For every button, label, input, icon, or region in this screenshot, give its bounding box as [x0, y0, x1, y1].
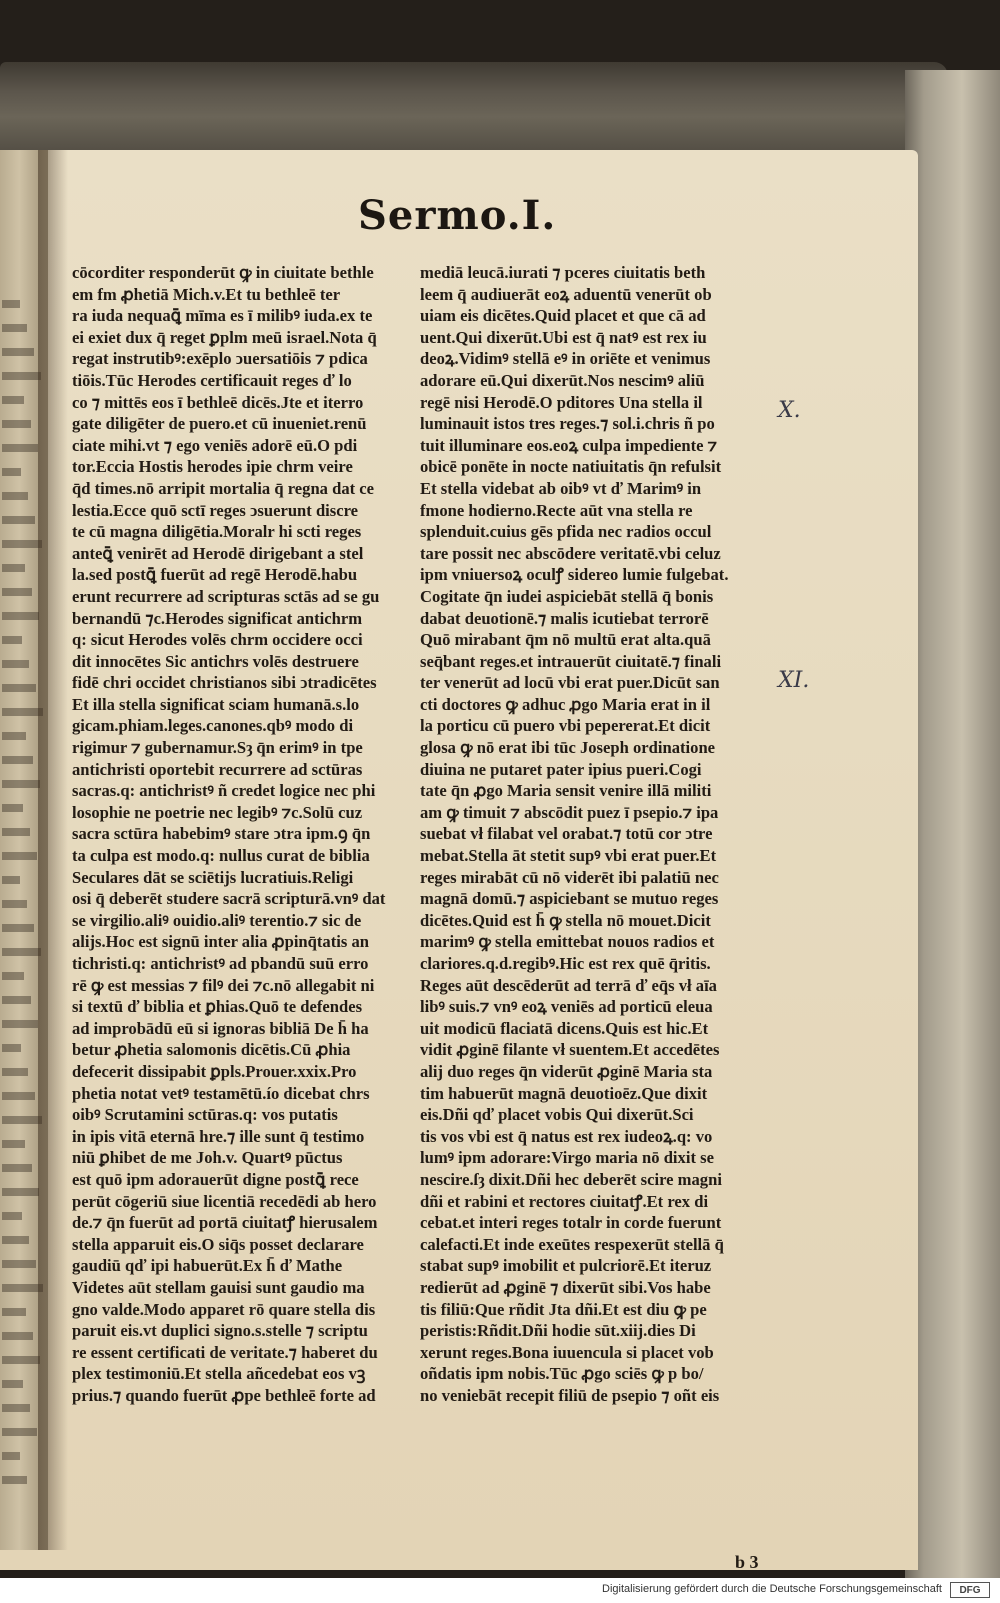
facing-page-text-fragment: [2, 1188, 39, 1196]
facing-page-text-fragment: [2, 1260, 36, 1268]
text-line: obicē ponēte in nocte natiuitatis q̄n refulsit: [420, 457, 722, 477]
text-line: niū ꝑhibet de me Joh.v. Quartꝰ pūctus: [72, 1148, 343, 1168]
text-line: Seculares dāt se sciētijs lucratiuis.Religi: [72, 867, 354, 887]
left-text-column: [72, 262, 412, 1406]
text-line: stabat supꝰ imobilit et pulcriorē.Et iteruz: [420, 1256, 712, 1276]
text-line: vidit ꝓginē filante vł suentem.Et accedētes: [420, 1040, 720, 1060]
facing-page-text-fragment: [2, 1068, 28, 1076]
text-line: oñdatis ipm nobis.Tūc ꝓgo sciēs ꝙ p bo/: [420, 1364, 704, 1384]
footer-bar: [0, 1578, 1000, 1603]
text-line: bernandū ⁊c.Herodes significat antichrm: [72, 608, 363, 628]
text-line: no veniebāt recepit filiū de psepio ⁊ oñt eis: [420, 1385, 720, 1405]
text-line: ad improbādū eū si ignoras bibliā De h̄ ha: [72, 1018, 369, 1038]
text-line: dicētes.Quid est h̄ ꝙ stella nō mouet.Dicit: [420, 910, 711, 930]
text-line: oibꝰ Scrutamini sctūras.q: vos putatis: [72, 1105, 338, 1125]
facing-page-text-fragment: [2, 756, 33, 764]
text-line: tis vos vbi est q̄ natus est rex iudeoꝝ.q: vo: [420, 1126, 713, 1146]
text-line: adorare eū.Qui dixerūt.Nos nescimꝰ aliū: [420, 370, 705, 390]
facing-page-text-fragment: [2, 1332, 33, 1340]
facing-page-text-fragment: [2, 1404, 30, 1412]
facing-page-text-fragment: [2, 684, 36, 692]
facing-page-text-fragment: [2, 1356, 40, 1364]
facing-page-text-fragment: [2, 1380, 23, 1388]
text-line: Et stella videbat ab oibꝰ vt ď Marimꝰ in: [420, 478, 702, 498]
facing-page-text-fragment: [2, 1236, 29, 1244]
text-line: gaudiū qď ipi habuerūt.Ex h̄ ď Mathe: [72, 1256, 343, 1276]
text-line: de.⁊ q̄n fuerūt ad portā ciuitatꝭ hierusalem: [72, 1213, 378, 1233]
text-line: antichristi oportebit recurrere ad sctūras: [72, 759, 363, 779]
facing-page-text-fragment: [2, 300, 20, 308]
text-line: cti doctores ꝙ adhuc ꝓgo Maria erat in il: [420, 694, 711, 714]
text-line: leem q̄ audiuerāt eoꝝ aduentū venerūt ob: [420, 284, 712, 304]
text-line: in ipis vitā eternā hre.⁊ ille sunt q̄ testimo: [72, 1126, 365, 1146]
text-line: lumꝰ ipm adorare:Virgo maria nō dixit se: [420, 1148, 714, 1168]
margin-note: X.: [778, 398, 801, 423]
gutter-shadow: [38, 150, 68, 1550]
text-line: ipm vniuersoꝝ oculꝭ sidereo lumie fulgebat.: [420, 565, 729, 585]
text-line: q̄d times.nō arripit mortalia q̄ regna dat ce: [72, 478, 375, 498]
text-line: gno valde.Modo apparet rō quare stella dis: [72, 1299, 376, 1319]
text-line: cebat.et interi reges totalr in corde fuerunt: [420, 1213, 722, 1233]
text-line: Quō mirabant q̄m nō multū erat alta.quā: [420, 630, 711, 650]
page-block-edge: [0, 62, 948, 162]
text-line: lestia.Ecce quō sctī reges ↄsuerunt discre: [72, 500, 359, 520]
text-line: uiam eis dicētes.Quid placet et que cā ad: [420, 306, 706, 326]
text-line: se virgilio.aliꝰ ouidio.aliꝰ terentio.⁊ sic de: [72, 910, 362, 930]
text-line: alijs.Hoc est signū inter alia ꝓpinq̄tatis an: [72, 932, 369, 952]
facing-page-text-fragment: [2, 468, 21, 476]
facing-page-text-fragment: [2, 1140, 25, 1148]
footer-credit: Digitalisierung gefördert durch die Deutsche Forschungsgemeinschaft: [602, 1583, 942, 1595]
facing-page-text-fragment: [2, 420, 31, 428]
facing-page-text-fragment: [2, 1284, 43, 1292]
facing-page-text-fragment: [2, 372, 41, 380]
text-line: fidē chri occidet christianos sibi ↄtradicētes: [72, 673, 377, 693]
text-line: q: sicut Herodes volēs chrm occidere occi: [72, 630, 363, 650]
text-line: calefacti.Et inde exeūtes respexerūt stellā q̄: [420, 1234, 724, 1254]
text-line: ter venerūt ad locū vbi erat puer.Dicūt san: [420, 673, 720, 693]
text-line: gicam.phiam.leges.canones.qbꝰ modo di: [72, 716, 354, 736]
text-line: phetia notat vetꝰ testamētū.ío dicebat chrs: [72, 1083, 370, 1103]
text-line: Videtes aūt stellam gauisi sunt gaudio ma: [72, 1277, 365, 1297]
signature-mark: b 3: [735, 1552, 759, 1572]
text-line: erunt recurrere ad scripturas sctās ad se gu: [72, 586, 380, 606]
text-line: libꝰ suis.⁊ vnꝰ eoꝝ veniēs ad porticū eleua: [420, 997, 713, 1017]
text-line: diuina ne putaret pater ipius pueri.Cogi: [420, 759, 702, 779]
text-line: suebat vł filabat vel orabat.⁊ totū cor ↄtre: [420, 824, 713, 844]
text-line: uent.Qui dixerūt.Ubi est q̄ natꝰ est rex iu: [420, 327, 707, 347]
text-line: fmone hodierno.Recte aūt vna stella re: [420, 500, 693, 520]
text-line: tichristi.q: antichristꝰ ad pbandū suū erro: [72, 954, 369, 973]
text-line: splenduit.cuius gēs pfida nec radios occul: [420, 522, 712, 542]
facing-page-text-fragment: [2, 780, 40, 788]
text-line: tiōis.Tūc Herodes certificauit reges ď lo: [72, 370, 352, 390]
facing-page-text-fragment: [2, 540, 42, 548]
text-line: sacra sctūra habebimꝰ stare ↄtra ipm.ꝯ q̄n: [72, 824, 371, 844]
text-line: defecerit dissipabit ꝑpls.Prouer.xxix.Pro: [72, 1061, 357, 1081]
facing-page-text-fragment: [2, 1092, 35, 1100]
facing-page-text-fragment: [2, 900, 27, 908]
text-line: Et illa stella significat sciam humanā.s.lo: [72, 694, 360, 714]
facing-page-text-fragment: [2, 492, 28, 500]
text-line: eis.Dñi qď placet vobis Qui dixerūt.Sci: [420, 1105, 694, 1125]
text-line: ciate mihi.vt ⁊ ego veniēs adorē eū.O pdi: [72, 435, 358, 455]
facing-page-text-fragment: [2, 1164, 32, 1172]
facing-page-text-fragment: [2, 636, 22, 644]
text-line: tuit illuminare eos.eoꝝ culpa impediente ⁊: [420, 435, 718, 455]
text-line: am ꝙ timuit ⁊ abscōdit puez ī psepio.⁊ ipa: [420, 802, 719, 822]
text-line: peristis:Rñdit.Dñi hodie sūt.xiij.dies Di: [420, 1321, 696, 1341]
facing-page-text-fragment: [2, 396, 24, 404]
text-line: nescire.ſȝ dixit.Dñi hec deberēt scire magni: [420, 1169, 722, 1189]
text-line: marimꝰ ꝙ stella emittebat nouos radios et: [420, 932, 715, 952]
text-line: Reges aūt descēderūt ad terrā ď eq̄s vł aīa: [420, 975, 717, 995]
text-line: Cogitate q̄n iudei aspiciebāt stellā q̄ bonis: [420, 586, 714, 606]
text-line: tare possit nec abscōdere veritatē.vbi celuz: [420, 543, 721, 563]
facing-page-text-fragment: [2, 924, 34, 932]
text-line: dabat deuotionē.⁊ malis icutiebat terrorē: [420, 608, 709, 628]
facing-page-text-fragment: [2, 828, 30, 836]
text-line: luminauit istos tres reges.⁊ sol.i.chris ñ po: [420, 414, 715, 434]
text-line: betur ꝓhetia salomonis dicētis.Cū ꝓhia: [72, 1040, 351, 1060]
text-line: regat instrutibꝰ:exēplo ↄuersatiōis ⁊ pdica: [72, 349, 368, 369]
facing-page-text-fragment: [2, 972, 24, 980]
text-line: mediā leucā.iurati ⁊ pceres ciuitatis beth: [420, 263, 706, 282]
facing-page-text-fragment: [2, 564, 25, 572]
facing-page-text-fragment: [2, 324, 27, 332]
facing-page-text-fragment: [2, 996, 31, 1004]
text-line: uit modicū flaciatā dicens.Quis est hic.Et: [420, 1018, 709, 1038]
facing-page-text-fragment: [2, 660, 29, 668]
facing-page-text-fragment: [2, 1476, 27, 1484]
text-line: rigimur ⁊ gubernamur.Sȝ q̄n erimꝰ in tpe: [72, 738, 363, 758]
text-line: regē nisi Herodē.O pditores Una stella il: [420, 392, 703, 412]
facing-page-text-fragment: [2, 1020, 38, 1028]
text-line: stella apparuit eis.O siq̄s posset declarare: [72, 1234, 364, 1254]
text-line: xerunt reges.Bona iuuencula si placet vob: [420, 1342, 714, 1362]
text-line: perūt cōgeriū siue licentiā recedēdi ab hero: [72, 1191, 377, 1211]
facing-page-text-fragment: [2, 1116, 42, 1124]
facing-page-text-fragment: [2, 708, 43, 716]
facing-page-text-fragment: [2, 1452, 20, 1460]
text-line: dñi et rabini et rectores ciuitatꝭ.Et rex di: [420, 1191, 709, 1211]
text-line: em fm ꝓhetiā Mich.v.Et tu bethleē ter: [72, 284, 341, 304]
text-line: est quō ipm adorauerūt digne postꝗ̄ rece: [72, 1169, 359, 1189]
text-line: tate q̄n ꝓgo Maria sensit venire illā militi: [420, 781, 712, 801]
right-text-column: [420, 262, 770, 1406]
text-line: osi q̄ deberēt studere sacrā scripturā.vnꝰ dat: [72, 889, 386, 909]
facing-page-text-fragment: [2, 588, 32, 596]
text-line: magnā domū.⁊ aspiciebant se mutuo reges: [420, 889, 719, 909]
facing-page-text-fragment: [2, 612, 39, 620]
facing-page-text-fragment: [2, 1428, 37, 1436]
text-line: te cū magna diligētia.Moralr hi scti reges: [72, 522, 362, 542]
running-head: Sermo.I.: [358, 192, 557, 239]
text-line: losophie ne poetrie nec legibꝰ ⁊c.Solū cuz: [72, 802, 363, 822]
text-line: alij duo reges q̄n viderūt ꝓginē Maria sta: [420, 1061, 713, 1081]
text-line: cōcorditer responderūt ꝙ in ciuitate bethle: [72, 263, 374, 282]
facing-page-text-fragment: [2, 804, 23, 812]
text-line: si textū ď biblia et ꝑhias.Quō te defendes: [72, 997, 363, 1017]
text-line: deoꝝ.Vidimꝰ stellā eꝰ in oriēte et venimus: [420, 349, 711, 369]
facing-page-text-fragment: [2, 444, 38, 452]
text-line: glosa ꝙ nō erat ibi tūc Joseph ordinatione: [420, 738, 716, 758]
text-line: la porticu cū puero vbi pepererat.Et dicit: [420, 716, 711, 736]
text-line: rē ꝙ est messias ⁊ filꝰ dei ⁊c.nō allegabit ni: [72, 975, 375, 995]
facing-page-text-fragment: [2, 732, 26, 740]
text-line: co ⁊ mittēs eos ī bethleē dicēs.Jte et iterro: [72, 392, 364, 412]
text-line: plex testimoniū.Et stella añcedebat eos vꝫ: [72, 1364, 366, 1384]
facing-page-text-fragment: [2, 1212, 22, 1220]
text-line: tis filiū:Que rñdit Jta dñi.Et est diu ꝙ pe: [420, 1299, 707, 1319]
facing-page-text-fragment: [2, 516, 35, 524]
back-cover: [905, 70, 1000, 1578]
text-line: re essent certificati de veritate.⁊ haberet du: [72, 1342, 378, 1362]
text-line: mebat.Stella āt stetit supꝰ vbi erat puer.Et: [420, 846, 717, 866]
text-line: ra iuda nequaꝗ̄ mīma es ī milibꝰ iuda.ex te: [72, 306, 373, 326]
text-line: seq̄bant reges.et intrauerūt ciuitatē.⁊ finali: [420, 651, 722, 671]
facing-page-text-fragment: [2, 876, 20, 884]
text-line: ta culpa est modo.q: nullus curat de biblia: [72, 846, 370, 866]
text-line: la.sed postꝗ̄ fuerūt ad regē Herodē.habu: [72, 565, 358, 585]
facing-page-text-fragment: [2, 348, 34, 356]
margin-note: XI.: [778, 668, 810, 693]
text-line: reges mirabāt cū nō viderēt ibi palatiū nec: [420, 867, 719, 887]
text-line: tor.Eccia Hostis herodes ipie chrm veire: [72, 457, 353, 477]
dfg-logo-icon: DFG: [950, 1582, 990, 1598]
facing-page-text-fragment: [2, 1308, 26, 1316]
facing-page-text-fragment: [2, 852, 37, 860]
text-line: anteꝗ̄ venirēt ad Herodē dirigebant a stel: [72, 543, 364, 563]
text-line: clariores.q.d.regibꝰ.Hic est rex quē q̄ritis.: [420, 954, 711, 973]
text-line: ei exiet dux q̄ reget ꝑplm meū israel.Nota q̄: [72, 327, 377, 347]
text-line: prius.⁊ quando fuerūt ꝓpe bethleē forte ad: [72, 1385, 376, 1405]
text-line: dit innocētes Sic antichrs volēs destruere: [72, 651, 359, 671]
facing-page-text-fragment: [2, 948, 41, 956]
facing-page-text-fragment: [2, 1044, 21, 1052]
text-line: paruit eis.vt duplici signo.s.stelle ⁊ scriptu: [72, 1321, 368, 1341]
text-line: gate diligēter de puero.et cū inueniet.renū: [72, 414, 367, 434]
text-line: tim habuerūt magnā deuotioēz.Que dixit: [420, 1083, 708, 1103]
text-line: redierūt ad ꝓginē ⁊ dixerūt sibi.Vos habe: [420, 1277, 711, 1297]
text-line: sacras.q: antichristꝰ ñ credet logice nec phi: [72, 781, 376, 801]
